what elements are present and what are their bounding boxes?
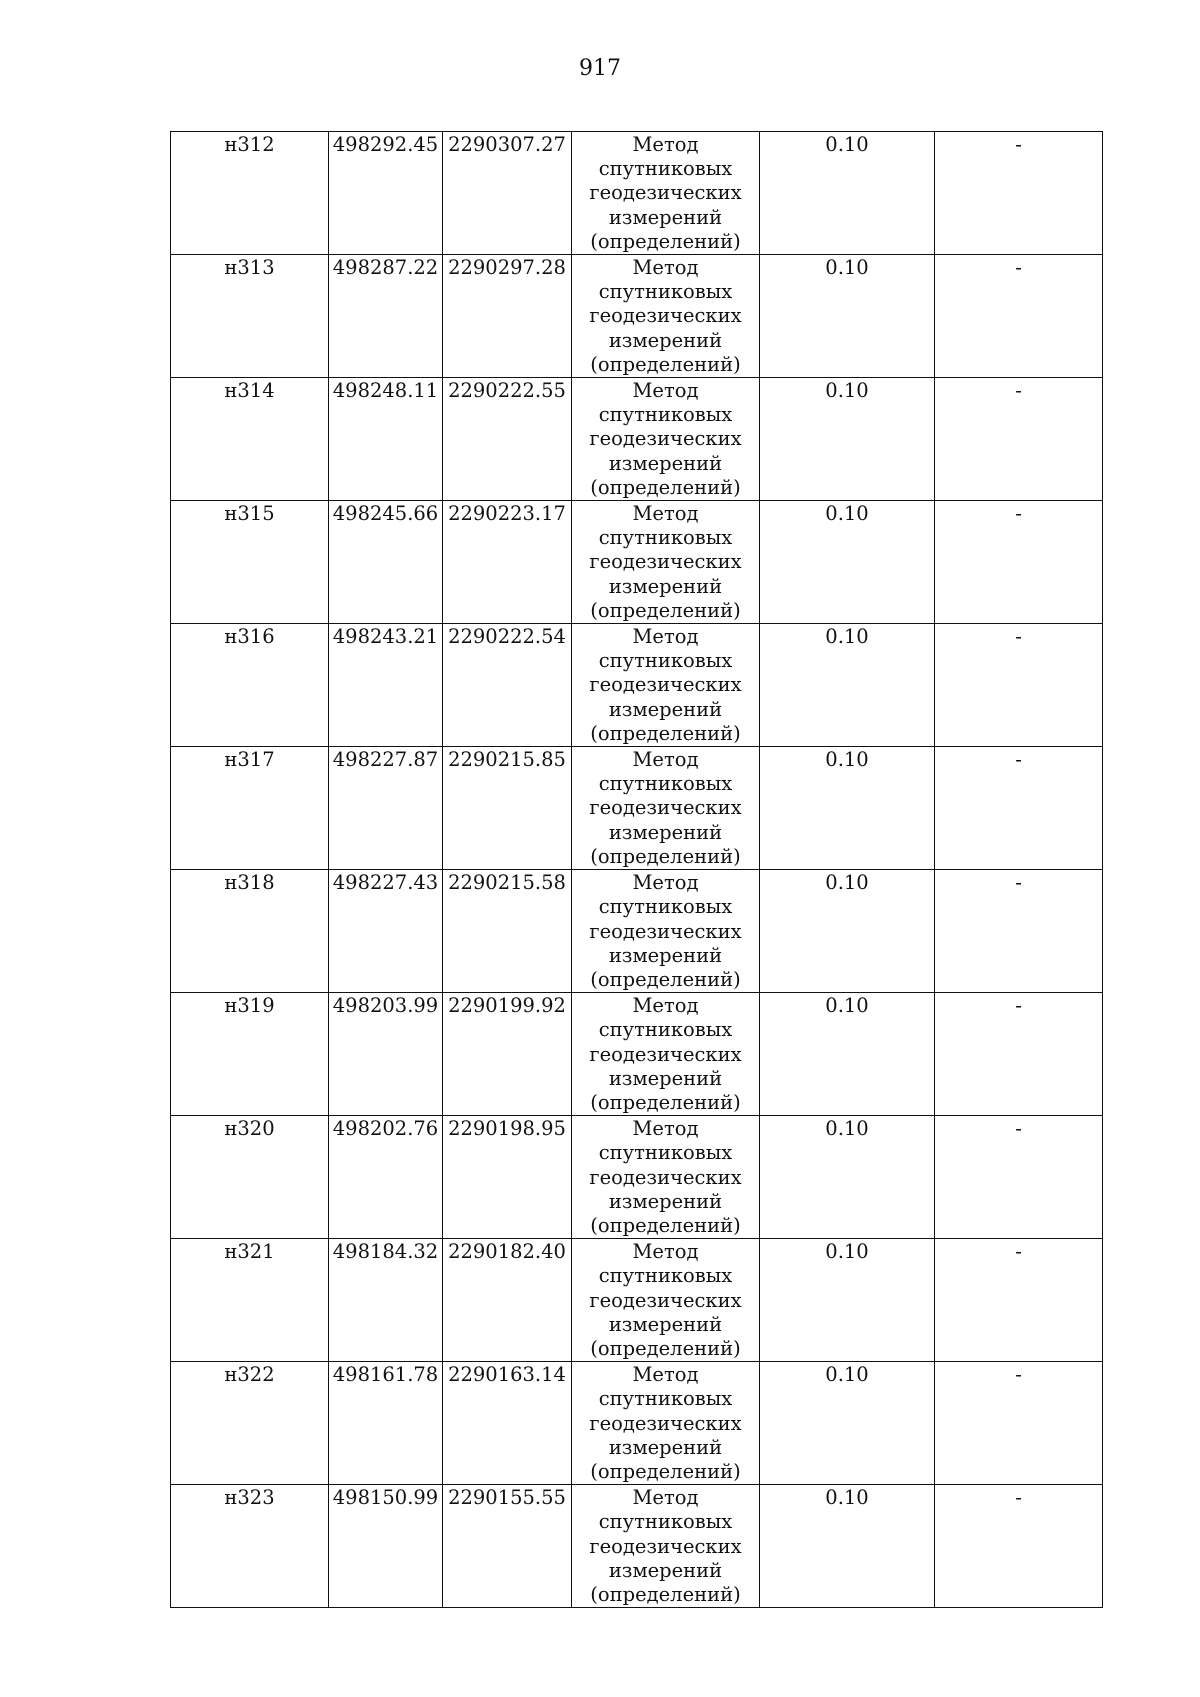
method-cell: Метод спутниковых геодезических измерений (определений) — [572, 132, 760, 255]
description-cell: - — [935, 255, 1103, 378]
accuracy-cell: 0.10 — [760, 1116, 935, 1239]
point-name-cell: н318 — [171, 870, 329, 993]
table-row — [171, 255, 1103, 378]
y-coordinate-cell: 2290215.58 — [443, 870, 572, 993]
y-coordinate-cell: 2290199.92 — [443, 993, 572, 1116]
point-name-cell: н313 — [171, 255, 329, 378]
description-cell: - — [935, 378, 1103, 501]
method-cell: Метод спутниковых геодезических измерений (определений) — [572, 255, 760, 378]
table-row — [171, 1362, 1103, 1485]
page-number: 917 — [579, 56, 621, 81]
point-name-cell: н317 — [171, 747, 329, 870]
table-row — [171, 1485, 1103, 1608]
accuracy-cell: 0.10 — [760, 870, 935, 993]
accuracy-cell: 0.10 — [760, 378, 935, 501]
point-name-cell: н323 — [171, 1485, 329, 1608]
x-coordinate-cell: 498161.78 — [329, 1362, 443, 1485]
description-cell: - — [935, 624, 1103, 747]
y-coordinate-cell: 2290215.85 — [443, 747, 572, 870]
description-cell: - — [935, 747, 1103, 870]
table-row — [171, 501, 1103, 624]
description-cell: - — [935, 1239, 1103, 1362]
coordinates-table — [170, 131, 1103, 1608]
coordinates-table-body — [171, 132, 1103, 1608]
accuracy-cell: 0.10 — [760, 993, 935, 1116]
x-coordinate-cell: 498248.11 — [329, 378, 443, 501]
y-coordinate-cell: 2290163.14 — [443, 1362, 572, 1485]
accuracy-cell: 0.10 — [760, 1485, 935, 1608]
y-coordinate-cell: 2290222.55 — [443, 378, 572, 501]
method-cell: Метод спутниковых геодезических измерений (определений) — [572, 1116, 760, 1239]
table-row — [171, 378, 1103, 501]
method-cell: Метод спутниковых геодезических измерений (определений) — [572, 993, 760, 1116]
method-cell: Метод спутниковых геодезических измерений (определений) — [572, 1485, 760, 1608]
table-row — [171, 747, 1103, 870]
description-cell: - — [935, 1485, 1103, 1608]
x-coordinate-cell: 498245.66 — [329, 501, 443, 624]
method-cell: Метод спутниковых геодезических измерений (определений) — [572, 378, 760, 501]
x-coordinate-cell: 498227.87 — [329, 747, 443, 870]
accuracy-cell: 0.10 — [760, 747, 935, 870]
x-coordinate-cell: 498150.99 — [329, 1485, 443, 1608]
accuracy-cell: 0.10 — [760, 501, 935, 624]
y-coordinate-cell: 2290198.95 — [443, 1116, 572, 1239]
method-cell: Метод спутниковых геодезических измерений (определений) — [572, 1239, 760, 1362]
x-coordinate-cell: 498243.21 — [329, 624, 443, 747]
x-coordinate-cell: 498292.45 — [329, 132, 443, 255]
x-coordinate-cell: 498202.76 — [329, 1116, 443, 1239]
table-row — [171, 993, 1103, 1116]
method-cell: Метод спутниковых геодезических измерений (определений) — [572, 747, 760, 870]
table-row — [171, 624, 1103, 747]
accuracy-cell: 0.10 — [760, 255, 935, 378]
y-coordinate-cell: 2290155.55 — [443, 1485, 572, 1608]
point-name-cell: н320 — [171, 1116, 329, 1239]
method-cell: Метод спутниковых геодезических измерений (определений) — [572, 501, 760, 624]
y-coordinate-cell: 2290223.17 — [443, 501, 572, 624]
accuracy-cell: 0.10 — [760, 132, 935, 255]
method-cell: Метод спутниковых геодезических измерений (определений) — [572, 624, 760, 747]
point-name-cell: н314 — [171, 378, 329, 501]
point-name-cell: н316 — [171, 624, 329, 747]
accuracy-cell: 0.10 — [760, 1362, 935, 1485]
y-coordinate-cell: 2290222.54 — [443, 624, 572, 747]
description-cell: - — [935, 993, 1103, 1116]
accuracy-cell: 0.10 — [760, 624, 935, 747]
x-coordinate-cell: 498184.32 — [329, 1239, 443, 1362]
table-row — [171, 1116, 1103, 1239]
table-row — [171, 870, 1103, 993]
description-cell: - — [935, 870, 1103, 993]
table-row — [171, 132, 1103, 255]
point-name-cell: н322 — [171, 1362, 329, 1485]
point-name-cell: н312 — [171, 132, 329, 255]
x-coordinate-cell: 498287.22 — [329, 255, 443, 378]
point-name-cell: н319 — [171, 993, 329, 1116]
x-coordinate-cell: 498227.43 — [329, 870, 443, 993]
description-cell: - — [935, 1116, 1103, 1239]
table-row — [171, 1239, 1103, 1362]
description-cell: - — [935, 132, 1103, 255]
point-name-cell: н315 — [171, 501, 329, 624]
x-coordinate-cell: 498203.99 — [329, 993, 443, 1116]
accuracy-cell: 0.10 — [760, 1239, 935, 1362]
y-coordinate-cell: 2290307.27 — [443, 132, 572, 255]
method-cell: Метод спутниковых геодезических измерений (определений) — [572, 1362, 760, 1485]
description-cell: - — [935, 501, 1103, 624]
y-coordinate-cell: 2290297.28 — [443, 255, 572, 378]
point-name-cell: н321 — [171, 1239, 329, 1362]
method-cell: Метод спутниковых геодезических измерений (определений) — [572, 870, 760, 993]
y-coordinate-cell: 2290182.40 — [443, 1239, 572, 1362]
description-cell: - — [935, 1362, 1103, 1485]
